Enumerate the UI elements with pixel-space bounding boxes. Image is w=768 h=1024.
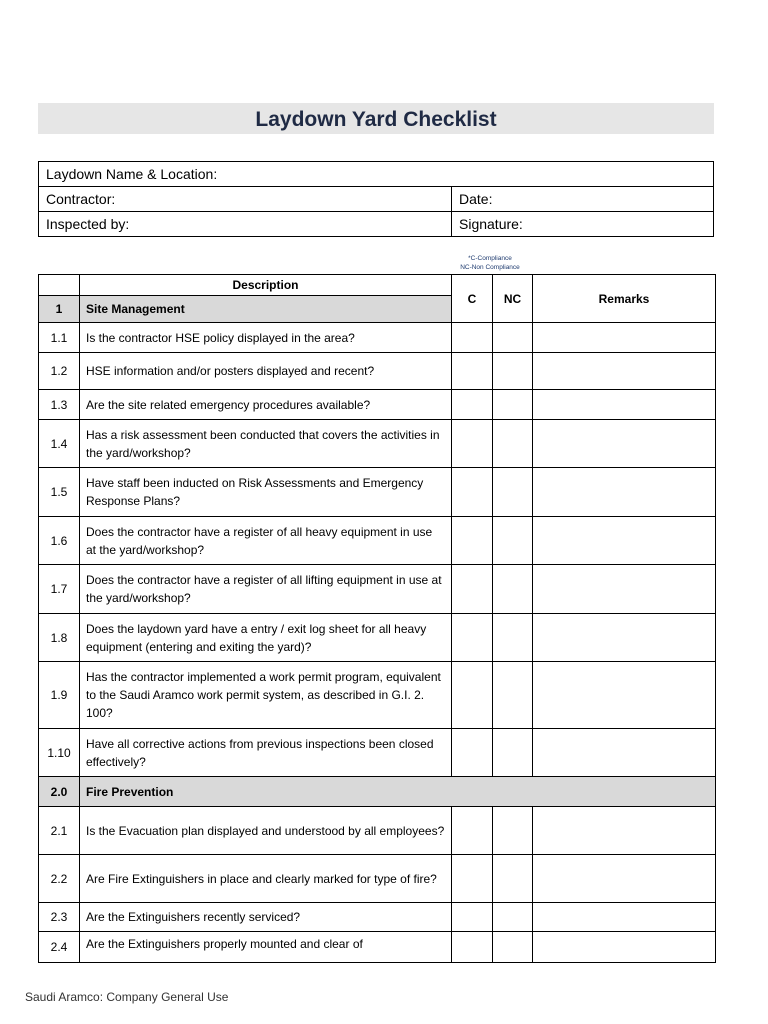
nc-cell[interactable] <box>493 932 533 963</box>
item-number: 2.2 <box>39 855 80 903</box>
c-cell[interactable] <box>452 323 493 353</box>
table-row <box>39 390 716 420</box>
signature-label: Signature: <box>452 212 714 237</box>
section-number: 2.0 <box>39 777 80 807</box>
remarks-cell[interactable] <box>533 729 716 777</box>
info-table <box>38 161 714 237</box>
remarks-cell[interactable] <box>533 517 716 565</box>
table-row <box>39 855 716 903</box>
item-number: 1.9 <box>39 662 80 729</box>
item-description: Does the contractor have a register of all heavy equipment in use at the yard/workshop? <box>80 517 452 565</box>
c-cell[interactable] <box>452 420 493 468</box>
item-number: 2.3 <box>39 903 80 932</box>
item-description: HSE information and/or posters displayed and recent? <box>80 353 452 390</box>
nc-cell[interactable] <box>493 390 533 420</box>
nc-cell[interactable] <box>493 614 533 662</box>
checklist-table <box>38 274 716 963</box>
item-description: Is the Evacuation plan displayed and understood by all employees? <box>80 807 452 855</box>
table-row <box>39 468 716 517</box>
item-number: 1.5 <box>39 468 80 517</box>
item-number: 1.8 <box>39 614 80 662</box>
section-title: Site Management <box>80 296 452 323</box>
nc-cell[interactable] <box>493 807 533 855</box>
table-row <box>39 565 716 614</box>
nc-cell[interactable] <box>493 662 533 729</box>
item-number: 1.7 <box>39 565 80 614</box>
date-label: Date: <box>452 187 714 212</box>
c-cell[interactable] <box>452 353 493 390</box>
c-cell[interactable] <box>452 932 493 963</box>
item-description: Does the contractor have a register of all lifting equipment in use at the yard/workshop? <box>80 565 452 614</box>
remarks-cell[interactable] <box>533 662 716 729</box>
nc-cell[interactable] <box>493 323 533 353</box>
item-description: Has the contractor implemented a work permit program, equivalent to the Saudi Aramco work permit system, as described in G.I. 2. 100? <box>80 662 452 729</box>
remarks-cell[interactable] <box>533 353 716 390</box>
remarks-header: Remarks <box>533 275 716 323</box>
remarks-cell[interactable] <box>533 614 716 662</box>
table-row <box>39 807 716 855</box>
header-blank-cell <box>39 275 80 296</box>
remarks-cell[interactable] <box>533 468 716 517</box>
remarks-cell[interactable] <box>533 903 716 932</box>
item-description: Are the site related emergency procedures available? <box>80 390 452 420</box>
c-cell[interactable] <box>452 903 493 932</box>
nc-header: NC <box>493 275 533 323</box>
nc-cell[interactable] <box>493 420 533 468</box>
table-row <box>39 932 716 963</box>
c-cell[interactable] <box>452 855 493 903</box>
remarks-cell[interactable] <box>533 390 716 420</box>
inspected-by-label: Inspected by: <box>39 212 452 237</box>
nc-cell[interactable] <box>493 729 533 777</box>
legend-c: *C-Compliance <box>468 255 512 262</box>
nc-cell[interactable] <box>493 517 533 565</box>
nc-cell[interactable] <box>493 353 533 390</box>
c-cell[interactable] <box>452 729 493 777</box>
nc-cell[interactable] <box>493 468 533 517</box>
remarks-cell[interactable] <box>533 323 716 353</box>
c-header: C <box>452 275 493 323</box>
section-number: 1 <box>39 296 80 323</box>
nc-cell[interactable] <box>493 565 533 614</box>
item-number: 1.3 <box>39 390 80 420</box>
table-row <box>39 662 716 729</box>
nc-cell[interactable] <box>493 903 533 932</box>
item-description: Have staff been inducted on Risk Assessments and Emergency Response Plans? <box>80 468 452 517</box>
nc-cell[interactable] <box>493 855 533 903</box>
remarks-cell[interactable] <box>533 807 716 855</box>
remarks-cell[interactable] <box>533 420 716 468</box>
c-cell[interactable] <box>452 565 493 614</box>
c-cell[interactable] <box>452 807 493 855</box>
item-number: 1.6 <box>39 517 80 565</box>
table-row <box>39 323 716 353</box>
remarks-cell[interactable] <box>533 932 716 963</box>
table-row <box>39 729 716 777</box>
c-cell[interactable] <box>452 517 493 565</box>
table-row <box>39 614 716 662</box>
item-number: 1.2 <box>39 353 80 390</box>
table-row <box>39 517 716 565</box>
item-description: Are Fire Extinguishers in place and clearly marked for type of fire? <box>80 855 452 903</box>
remarks-cell[interactable] <box>533 565 716 614</box>
item-number: 2.1 <box>39 807 80 855</box>
item-number: 1.1 <box>39 323 80 353</box>
item-description: Are the Extinguishers recently serviced? <box>80 903 452 932</box>
item-description: Have all corrective actions from previous inspections been closed effectively? <box>80 729 452 777</box>
item-description: Has a risk assessment been conducted that covers the activities in the yard/workshop? <box>80 420 452 468</box>
table-row <box>39 420 716 468</box>
contractor-label: Contractor: <box>39 187 452 212</box>
c-cell[interactable] <box>452 390 493 420</box>
footer-classification: Saudi Aramco: Company General Use <box>25 990 229 1004</box>
item-number: 1.4 <box>39 420 80 468</box>
c-cell[interactable] <box>452 662 493 729</box>
table-row <box>39 903 716 932</box>
legend-nc: NC-Non Compliance <box>460 264 520 271</box>
page-title: Laydown Yard Checklist <box>38 103 714 134</box>
description-header: Description <box>80 275 452 296</box>
item-number: 1.10 <box>39 729 80 777</box>
section-title: Fire Prevention <box>80 777 716 807</box>
item-description: Is the contractor HSE policy displayed in the area? <box>80 323 452 353</box>
c-cell[interactable] <box>452 468 493 517</box>
item-number: 2.4 <box>39 932 80 963</box>
remarks-cell[interactable] <box>533 855 716 903</box>
table-row <box>39 353 716 390</box>
item-description: Does the laydown yard have a entry / exit log sheet for all heavy equipment (entering and exiting the yard)? <box>80 614 452 662</box>
c-cell[interactable] <box>452 614 493 662</box>
name-location-label: Laydown Name & Location: <box>39 162 714 187</box>
item-description: Are the Extinguishers properly mounted and clear of <box>80 932 452 963</box>
